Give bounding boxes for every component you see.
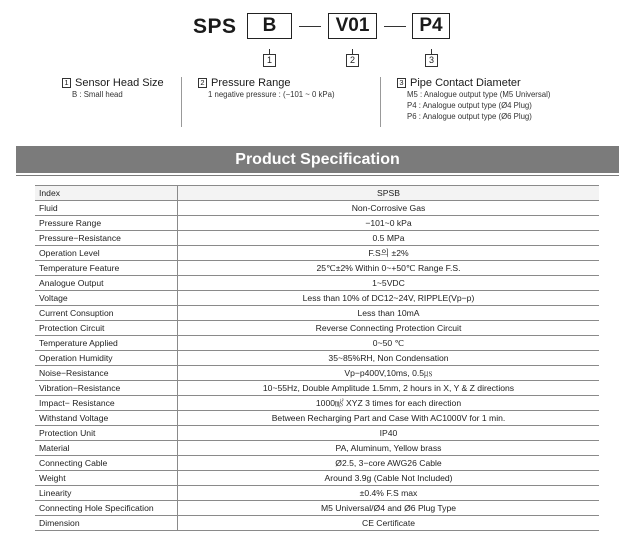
spec-key: Operation Humidity xyxy=(35,351,178,366)
spec-key: Dimension xyxy=(35,516,178,531)
spec-value: IP40 xyxy=(178,426,600,441)
table-row xyxy=(35,276,599,291)
spec-value: Less than 10% of DC12~24V, RIPPLE(Vp−p) xyxy=(178,291,600,306)
legend-title: Pipe Contact Diameter xyxy=(410,77,521,89)
spec-key: Pressure−Resistance xyxy=(35,231,178,246)
spec-key: Vibration−Resistance xyxy=(35,381,178,396)
spec-key: Linearity xyxy=(35,486,178,501)
spec-key: Weight xyxy=(35,471,178,486)
segment-dash xyxy=(299,26,321,27)
table-row xyxy=(35,231,599,246)
spec-key: Pressure Range xyxy=(35,216,178,231)
legend-line: P4 : Analogue output type (Ø4 Plug) xyxy=(407,101,532,110)
spec-value: Non-Corrosive Gas xyxy=(178,201,600,216)
legend-divider xyxy=(380,77,381,127)
header-value: SPSB xyxy=(178,186,600,201)
spec-value: PA, Aluminum, Yellow brass xyxy=(178,441,600,456)
spec-key: Temperature Applied xyxy=(35,336,178,351)
spec-value: Around 3.9g (Cable Not Included) xyxy=(178,471,600,486)
spec-table xyxy=(35,185,599,531)
spec-key: Noise−Resistance xyxy=(35,366,178,381)
spec-value: 1~5VDC xyxy=(178,276,600,291)
spec-key: Connecting Cable xyxy=(35,456,178,471)
spec-value: ±0.4% F.S max xyxy=(178,486,600,501)
spec-key: Impact− Resistance xyxy=(35,396,178,411)
spec-value: 0.5 MPa xyxy=(178,231,600,246)
spec-key: Operation Level xyxy=(35,246,178,261)
spec-key: Material xyxy=(35,441,178,456)
spec-value: 10~55Hz, Double Amplitude 1.5mm, 2 hours in X, Y & Z directions xyxy=(178,381,600,396)
spec-key: Protection Circuit xyxy=(35,321,178,336)
spec-value: CE Certificate xyxy=(178,516,600,531)
spec-value: Vp−p400V,10ms, 0.5㎲ xyxy=(178,366,600,381)
spec-key: Temperature Feature xyxy=(35,261,178,276)
spec-value: 1000㎨ XYZ 3 times for each direction xyxy=(178,396,600,411)
segment-index-2: 2 xyxy=(346,54,359,67)
table-row xyxy=(35,441,599,456)
spec-key: Voltage xyxy=(35,291,178,306)
table-row xyxy=(35,381,599,396)
table-row xyxy=(35,336,599,351)
table-row xyxy=(35,216,599,231)
spec-key: Current Consuption xyxy=(35,306,178,321)
spec-key: Connecting Hole Specification xyxy=(35,501,178,516)
legend-line: B : Small head xyxy=(72,90,123,99)
table-row xyxy=(35,366,599,381)
legend-line: 1 negative pressure : (−101 ~ 0 kPa) xyxy=(208,90,335,99)
table-row xyxy=(35,471,599,486)
spec-value: F.S의 ±2% xyxy=(178,246,600,261)
spec-value: Reverse Connecting Protection Circuit xyxy=(178,321,600,336)
legend-divider xyxy=(181,77,182,127)
model-prefix: SPS xyxy=(193,15,237,38)
spec-value: 0~50 ℃ xyxy=(178,336,600,351)
table-row xyxy=(35,246,599,261)
spec-value: Ø2.5, 3−core AWG26 Cable xyxy=(178,456,600,471)
spec-key: Fluid xyxy=(35,201,178,216)
legend-line: M5 : Analogue output type (M5 Universal) xyxy=(407,90,551,99)
legend-sensor-head xyxy=(62,77,192,127)
spec-value: Less than 10mA xyxy=(178,306,600,321)
segment-index-3: 3 xyxy=(425,54,438,67)
table-row xyxy=(35,426,599,441)
legend-title: Sensor Head Size xyxy=(75,77,164,89)
legend-index: 1 xyxy=(62,78,71,88)
legend-index: 3 xyxy=(397,78,406,88)
table-row xyxy=(35,486,599,501)
segment-dash xyxy=(384,26,406,27)
spec-value: 35~85%RH, Non Condensation xyxy=(178,351,600,366)
spec-value: M5 Universal/Ø4 and Ø6 Plug Type xyxy=(178,501,600,516)
banner-underline xyxy=(16,175,619,176)
spec-value: 25℃±2% Within 0~+50℃ Range F.S. xyxy=(178,261,600,276)
legend-index: 2 xyxy=(198,78,207,88)
table-row xyxy=(35,261,599,276)
table-row xyxy=(35,321,599,336)
table-header-row xyxy=(35,186,599,201)
section-title: Product Specification xyxy=(16,146,619,173)
legend-line: P6 : Analogue output type (Ø6 Plug) xyxy=(407,112,532,121)
segment-box-3: P4 xyxy=(412,13,450,39)
model-code xyxy=(0,10,636,65)
header-key: Index xyxy=(35,186,178,201)
segment-box-1: B xyxy=(247,13,292,39)
table-row xyxy=(35,351,599,366)
table-row xyxy=(35,396,599,411)
spec-key: Protection Unit xyxy=(35,426,178,441)
legend-title: Pressure Range xyxy=(211,77,291,89)
segment-index-1: 1 xyxy=(263,54,276,67)
table-row xyxy=(35,201,599,216)
table-row xyxy=(35,516,599,531)
spec-value: −101~0 kPa xyxy=(178,216,600,231)
spec-key: Withstand Voltage xyxy=(35,411,178,426)
table-row xyxy=(35,456,599,471)
spec-value: Between Recharging Part and Case With AC1000V for 1 min. xyxy=(178,411,600,426)
spec-key: Analogue Output xyxy=(35,276,178,291)
table-row xyxy=(35,291,599,306)
segment-box-2: V01 xyxy=(328,13,377,39)
legend-pressure-range xyxy=(198,77,388,127)
table-row xyxy=(35,501,599,516)
table-row xyxy=(35,306,599,321)
legend-pipe-diameter xyxy=(397,77,627,127)
table-row xyxy=(35,411,599,426)
